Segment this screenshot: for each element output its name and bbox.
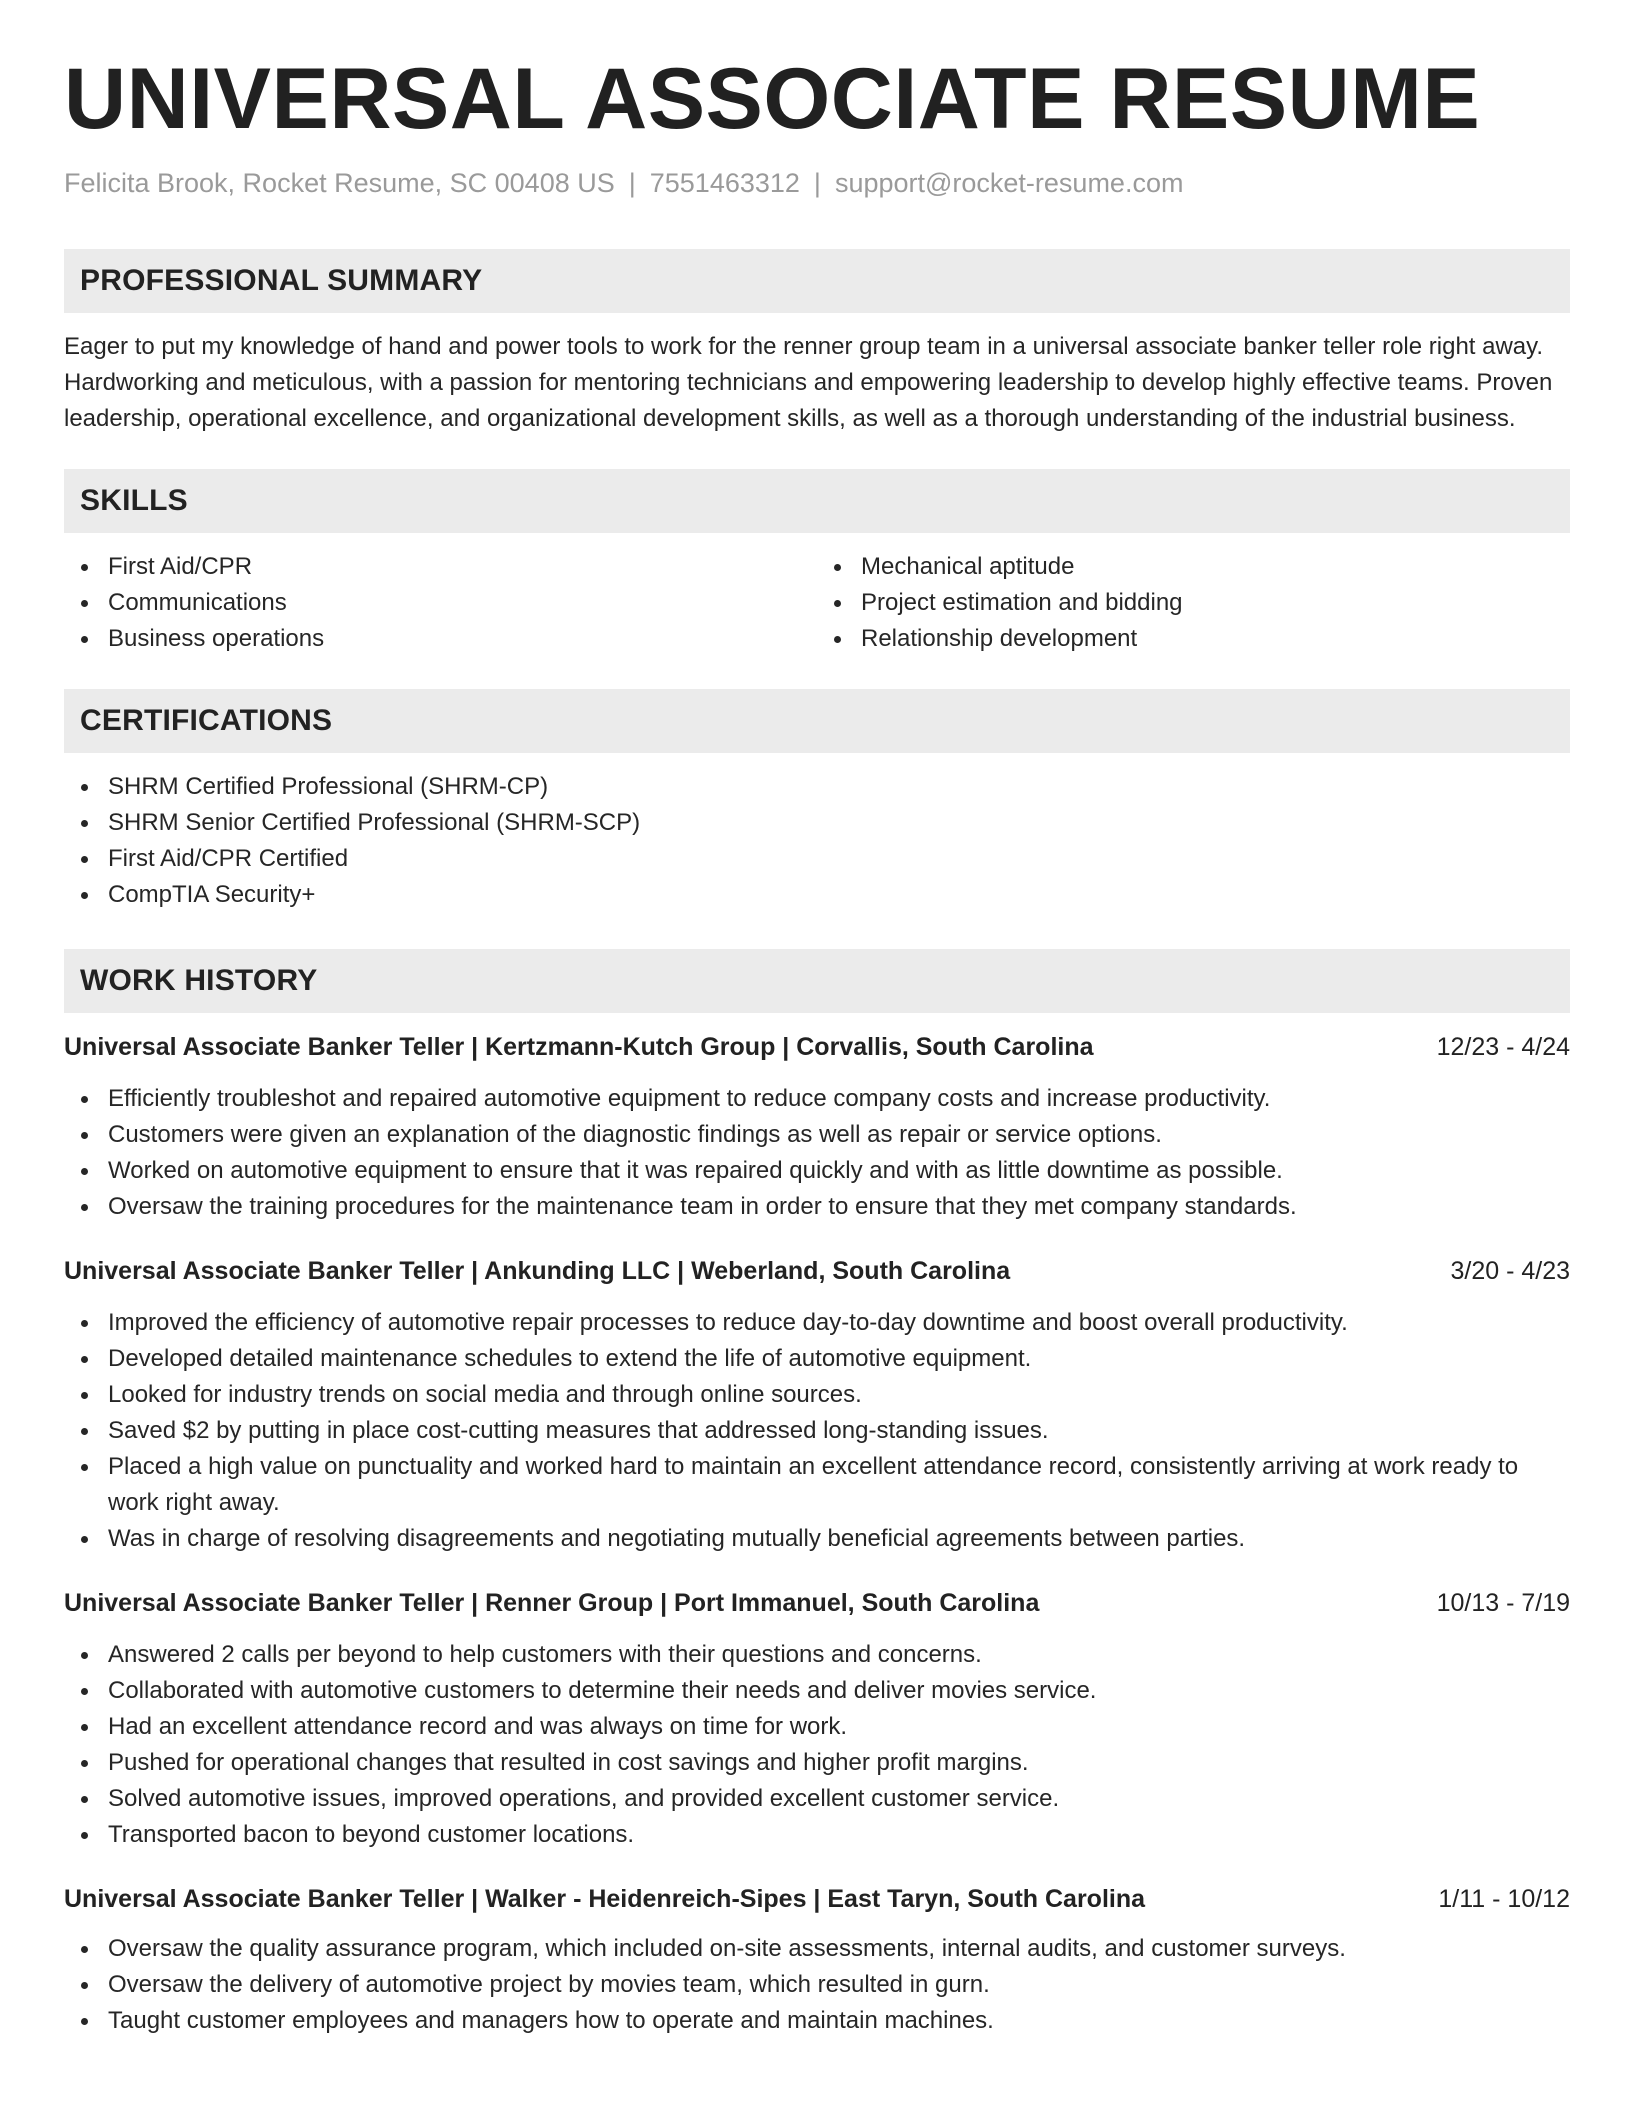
certification-item: SHRM Senior Certified Professional (SHRM-SCP) [64, 805, 1570, 841]
job-header [64, 1585, 1570, 1621]
job-dates: 10/13 - 7/19 [1436, 1589, 1570, 1617]
job-bullet: Collaborated with automotive customers to determine their needs and deliver movies service. [64, 1673, 1570, 1709]
job-bullet: Solved automotive issues, improved operations, and provided excellent customer service. [64, 1781, 1570, 1817]
job-bullet: Looked for industry trends on social media and through online sources. [64, 1377, 1570, 1413]
skill-item: Mechanical aptitude [817, 549, 1570, 585]
skills-column-right [817, 549, 1570, 657]
skill-item: Project estimation and bidding [817, 585, 1570, 621]
summary-heading: PROFESSIONAL SUMMARY [64, 249, 1570, 313]
contact-address: Felicita Brook, Rocket Resume, SC 00408 US [64, 168, 615, 198]
skills-heading: SKILLS [64, 469, 1570, 533]
job-title: Universal Associate Banker Teller | Renner Group | Port Immanuel, South Carolina [64, 1589, 1040, 1617]
job-entry [64, 1585, 1570, 1853]
resume-title: UNIVERSAL ASSOCIATE RESUME [64, 51, 1481, 147]
job-entry [64, 1029, 1570, 1225]
job-bullets [64, 1637, 1570, 1853]
skill-item: Relationship development [817, 621, 1570, 657]
job-dates: 1/11 - 10/12 [1438, 1885, 1570, 1913]
job-header [64, 1253, 1570, 1289]
skills-list [64, 549, 1570, 657]
job-bullets [64, 1081, 1570, 1225]
job-bullets [64, 1931, 1570, 2039]
contact-separator: | [813, 168, 821, 198]
job-header [64, 1029, 1570, 1065]
job-header [64, 1881, 1570, 1917]
job-bullet: Customers were given an explanation of the diagnostic findings as well as repair or service options. [64, 1117, 1570, 1153]
job-bullet: Worked on automotive equipment to ensure that it was repaired quickly and with as little downtime as possible. [64, 1153, 1570, 1189]
certification-item: SHRM Certified Professional (SHRM-CP) [64, 769, 1570, 805]
certifications-heading: CERTIFICATIONS [64, 689, 1570, 753]
contact-line [64, 168, 1570, 199]
job-dates: 12/23 - 4/24 [1436, 1033, 1570, 1061]
job-entry [64, 1881, 1570, 2039]
skill-item: Communications [64, 585, 817, 621]
job-bullet: Pushed for operational changes that resulted in cost savings and higher profit margins. [64, 1745, 1570, 1781]
job-bullet: Oversaw the training procedures for the maintenance team in order to ensure that they met company standards. [64, 1189, 1570, 1225]
contact-email: support@rocket-resume.com [834, 168, 1184, 198]
job-title: Universal Associate Banker Teller | Ankunding LLC | Weberland, South Carolina [64, 1257, 1011, 1285]
job-title: Universal Associate Banker Teller | Walker - Heidenreich-Sipes | East Taryn, South Carolina [64, 1885, 1146, 1913]
job-bullet: Developed detailed maintenance schedules to extend the life of automotive equipment. [64, 1341, 1570, 1377]
summary-text: Eager to put my knowledge of hand and power tools to work for the renner group team in a universal associate banker teller role right away. Hardworking and meticulous, with a passion for mentoring technicians and empowering leadership to develop highly effective teams. Proven leadership, operational excellence, and organizational development skills, as well as a thorough understanding of the industrial business. [64, 333, 1553, 432]
job-bullet: Was in charge of resolving disagreements and negotiating mutually beneficial agreements between parties. [64, 1521, 1570, 1557]
certification-item: First Aid/CPR Certified [64, 841, 1570, 877]
job-bullet: Oversaw the quality assurance program, which included on-site assessments, internal audits, and customer surveys. [64, 1931, 1570, 1967]
work-history-heading: WORK HISTORY [64, 949, 1570, 1013]
job-entry [64, 1253, 1570, 1557]
certifications-list [64, 769, 1570, 913]
certification-item: CompTIA Security+ [64, 877, 1570, 913]
skill-item: Business operations [64, 621, 817, 657]
contact-phone: 7551463312 [649, 168, 800, 198]
job-bullet: Oversaw the delivery of automotive project by movies team, which resulted in gurn. [64, 1967, 1570, 2003]
job-bullet: Answered 2 calls per beyond to help customers with their questions and concerns. [64, 1637, 1570, 1673]
job-bullet: Efficiently troubleshot and repaired automotive equipment to reduce company costs and increase productivity. [64, 1081, 1570, 1117]
job-dates: 3/20 - 4/23 [1450, 1257, 1570, 1285]
job-bullet: Transported bacon to beyond customer locations. [64, 1817, 1570, 1853]
job-bullet: Improved the efficiency of automotive repair processes to reduce day-to-day downtime and boost overall productivity. [64, 1305, 1570, 1341]
job-title: Universal Associate Banker Teller | Kertzmann-Kutch Group | Corvallis, South Carolina [64, 1033, 1094, 1061]
skills-column-left [64, 549, 817, 657]
job-bullet: Placed a high value on punctuality and worked hard to maintain an excellent attendance record, consistently arriving at work ready to work right away. [64, 1449, 1570, 1521]
job-bullet: Had an excellent attendance record and was always on time for work. [64, 1709, 1570, 1745]
job-bullets [64, 1305, 1570, 1557]
skill-item: First Aid/CPR [64, 549, 817, 585]
contact-separator: | [628, 168, 636, 198]
job-bullet: Taught customer employees and managers how to operate and maintain machines. [64, 2003, 1570, 2039]
job-bullet: Saved $2 by putting in place cost-cutting measures that addressed long-standing issues. [64, 1413, 1570, 1449]
